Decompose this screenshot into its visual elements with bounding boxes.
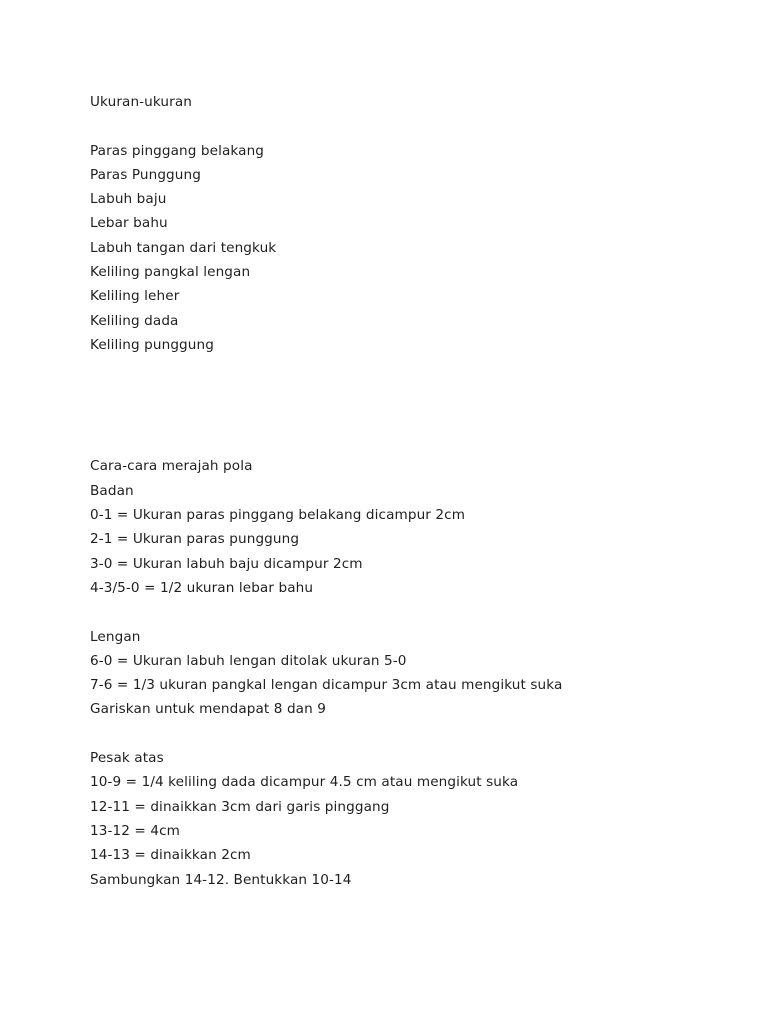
step-line: 7-6 = 1/3 ukuran pangkal lengan dicampur 3cm atau mengikut suka <box>90 677 563 694</box>
measurement-item: Keliling pangkal lengan <box>90 264 251 281</box>
step-line: 10-9 = 1/4 keliling dada dicampur 4.5 cm atau mengikut suka <box>90 774 519 791</box>
measurements-list <box>90 139 740 358</box>
step-line: 2-1 = Ukuran paras punggung <box>90 531 300 548</box>
spacer <box>90 600 740 624</box>
measurement-item: Labuh baju <box>90 191 167 208</box>
measurement-item: Labuh tangan dari tengkuk <box>90 239 277 256</box>
step-line: 13-12 = 4cm <box>90 822 180 839</box>
step-line: 0-1 = Ukuran paras pinggang belakang dicampur 2cm <box>90 507 466 524</box>
measurement-item: Lebar bahu <box>90 215 168 232</box>
section-title: Lengan <box>90 628 141 645</box>
spacer <box>90 114 740 138</box>
measurement-item: Paras Punggung <box>90 166 201 183</box>
document-content <box>90 90 740 892</box>
measurement-item: Keliling punggung <box>90 336 214 353</box>
measurement-item: Paras pinggang belakang <box>90 142 265 159</box>
measurements-heading: Ukuran-ukuran <box>90 94 192 110</box>
measurement-item: Keliling leher <box>90 288 180 305</box>
step-line: 12-11 = dinaikkan 3cm dari garis pinggang <box>90 798 390 815</box>
section-upper-front <box>90 746 740 892</box>
step-line: 14-13 = dinaikkan 2cm <box>90 847 251 864</box>
measurement-item: Keliling dada <box>90 312 179 329</box>
section-title: Pesak atas <box>90 750 164 767</box>
section-body <box>90 479 740 600</box>
section-sleeve <box>90 625 740 722</box>
section-title: Badan <box>90 482 134 499</box>
step-line: 3-0 = Ukuran labuh baju dicampur 2cm <box>90 555 363 572</box>
step-line: 6-0 = Ukuran labuh lengan ditolak ukuran 5-0 <box>90 652 407 669</box>
spacer <box>90 722 740 746</box>
step-line: Gariskan untuk mendapat 8 dan 9 <box>90 701 326 718</box>
spacer <box>90 357 740 454</box>
step-line: Sambungkan 14-12. Bentukkan 10-14 <box>90 871 352 888</box>
step-line: 4-3/5-0 = 1/2 ukuran lebar bahu <box>90 579 314 596</box>
method-heading: Cara-cara merajah pola <box>90 458 253 475</box>
